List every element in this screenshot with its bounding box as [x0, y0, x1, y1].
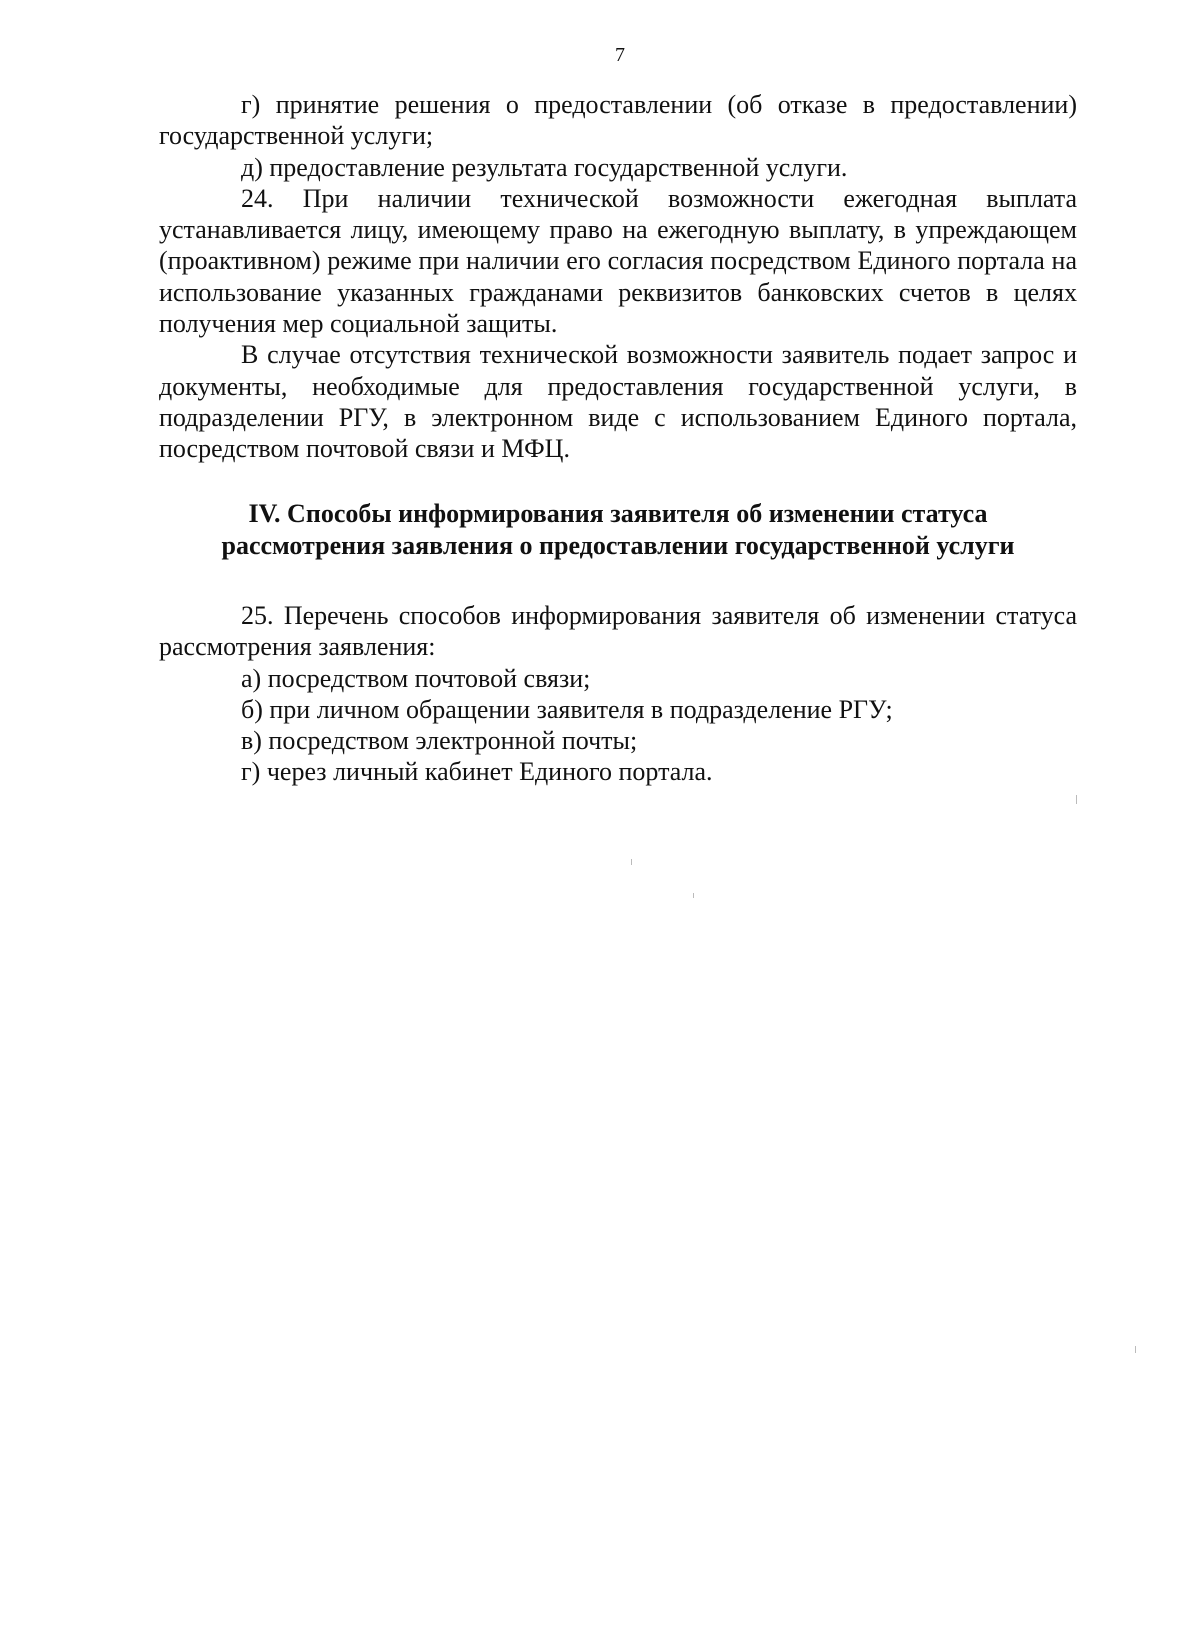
list-item-b: б) при личном обращении заявителя в подразделение РГУ; [241, 694, 893, 724]
paragraph-no-technical-possibility: В случае отсутствия технической возможности заявитель подает запрос и документы, необходимые для предоставления государственной услуги, в подразделении РГУ, в электронном виде с использованием Единого портала, посредством почтовой связи и МФЦ. [159, 340, 1077, 464]
scan-speck [1076, 795, 1077, 804]
scan-speck [693, 893, 694, 898]
scan-speck [1135, 1346, 1136, 1353]
section-heading-line-2: рассмотрения заявления о предоставлении государственной услуги [221, 531, 1015, 560]
scan-speck [631, 859, 632, 865]
bottom-text-block [159, 600, 1077, 788]
paragraph-24: 24. При наличии технической возможности ежегодная выплата устанавливается лицу, имеющему право на ежегодную выплату, в упреждающем (проактивном) режиме при наличии его согласия посредством Единого портала на использование указанных гражданами реквизитов банковских счетов в целях получения мер социальной защиты. [159, 183, 1077, 339]
section-heading [150, 498, 1086, 562]
page-number: 7 [615, 44, 625, 66]
list-item-a: а) посредством почтовой связи; [241, 663, 591, 693]
paragraph-25: 25. Перечень способов информирования заявителя об изменении статуса рассмотрения заявления: [159, 601, 1077, 662]
paragraph-item-d: д) предоставление результата государственной услуги. [241, 152, 848, 182]
list-item-g: г) через личный кабинет Единого портала. [241, 757, 713, 787]
list-item-v: в) посредством электронной почты; [241, 726, 638, 756]
section-heading-line-1: IV. Способы информирования заявителя об изменении статуса [248, 499, 988, 528]
top-text-block [159, 89, 1077, 465]
paragraph-item-g: г) принятие решения о предоставлении (об отказе в предоставлении) государственной услуги; [159, 90, 1077, 151]
